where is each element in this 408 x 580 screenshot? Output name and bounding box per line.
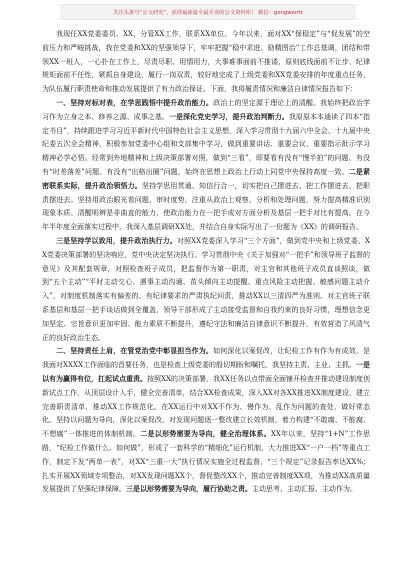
bold-heading-run: 一是以有为赢得有位，扛起试点重责。: [42, 361, 371, 383]
document-body: [42, 28, 370, 497]
text-run: 政治上的坚定源于理论上的清醒。我始终把政治学习作为立身之本、修养之源、成事之基。: [42, 98, 371, 121]
text-run: 我现任XX党委委员、XX，分管XX工作，联系XX单位。今年以来，面对XX“保稳定”与“促发展”的空前压力和严峻挑战，我在党委和XX的坚强领导下，牢牢把握“稳中求进、励精图治”工作总基调，团结和带领XX一班人，一心扑在工作上，尽责尽职、用情用力，大事难事面前不推诿，原则底线面前不让步、纪律规矩面前不任性，紧抓自身建设，履行一岗双责，较好地完成了上级党委和XX党委安排的年度重点任务，为队伍履行职责使命和推动发展提供了有力政治保证。下面，我将履责情况和廉洁自律情况报告如下：: [42, 30, 370, 94]
text-run: 坚持学思用贯通、知信行合一，切实把自己摆进去、把工作摆进去、把职责摆进去。坚持用政治眼光看问题、审时度势，注重从政治上观察、分析和处理问题，努力提高精准识别现象本质、清醒明辨是非曲直的能力，使政治能力在一把手或对方面分析及基层一把手对比有提高。在今年半年度全面落实过程中，我深入基层调研XX处，并结合自身实际写出了一份题为《XX》的调研报告。: [42, 181, 371, 232]
bold-heading-run: 一、坚持对标对表，在学思践悟中提升政治能力。: [56, 98, 214, 107]
bold-heading-run: 一是深化党史学习，提升政治判断力。: [168, 112, 289, 121]
text-run: 对照XX党委深入学习“三个方面”，做到党中央和上级党委、XX党委决策部署的坚决响应，党中央决定坚决执行。学习贯彻中央《关于加强对“一把手”和领导班子监督的意见》及其配套规章，对照检查班子成员，把监督作为第一职责，对主官和其他班子成员直谈照谈，做到“五个主动”“平时主动交心、遇事主动沟通、苗头倾向主动提醒、重点风险主动把握、敏感问题主动介入”，对制度机制落实有偏差的、有纪律要求的严肃执纪问责，推动XX以三清四严为准则。对主官班子联系基层和基层一把手谈话做到全覆盖，领导干部形成了主动接受监督和自我约束的良好习惯，理想信念更加坚定、宗旨意识更加牢固、能力素质不断提升，遵纪守法和廉洁自律意识不断提升，有效营造了风清气正的良好政治生态。: [42, 236, 370, 342]
bold-heading-run: 二是以形势需要为导向，健全治理体系。: [140, 430, 271, 439]
paragraph: [42, 28, 370, 97]
paragraph: [42, 97, 370, 235]
bold-heading-run: 二是紧密联系实际，提升政治领悟力。: [42, 167, 370, 190]
bold-heading-run: 二、坚持责任上肩，在管党治党中彰显担当作为。: [56, 347, 214, 356]
bold-heading-run: 三是坚持学以致用，提升政治执行力。: [56, 236, 177, 245]
bold-heading-run: 三是以形势需要为导向，履行协助之责。: [126, 485, 252, 494]
text-run: 按照XX的决策部署，我XX任务以点带面全面铺开检查并推动建设制度创新试点工作，从顶层设计入手，健全完善清单，结合XX检查成果，深入XX对各XX推进XX制度建设，建立完善职责清单，推动XX工作规范化。在XX运行中对XX不作为、慢作为、乱作为问题的查处，做好常态化。坚持以问题为导向，深化以案促改，对发现问题逐一整改建立长效机制，着力构建“不敢腐、不能腐、不想腐”一体推进的体制机制。: [42, 374, 371, 439]
text-run: 我原原本本通读了四本“指定书目”，持续跟进学习习近平新时代中国特色社会主义思想，深入学习贯彻十九届六中全会、十九届中央纪委五次全会精神，积极参加党委中心组和支部集中学习，做到重要讲话、重要会议、重要指示批示学习精神必学必悟。经常到外地精神和上级决策部署对照，做到“三看”，即要看有没有“慢半拍”的问题、有没有“时差落差”问题、有没有“出格出圈”问题，始终在思想上政治上行动上同党中央保持高度一致。: [42, 112, 370, 176]
header-banner: [60, 4, 356, 20]
text-run: 如何深化以案促改，让纪检工作有作为有成效，是我面对XXXX工作面临的首要任务，也是检查上级党委的殷切期盼和嘱托，我坚持主责、主业、主抓。: [42, 347, 371, 370]
text-run: XX年以来，坚持“1+N”工作思路，“纪检工作做什么、如何做”，形成了一套科学的“精细化”运行机制，大力推进XX“一户一档”等重点工作，制定下发“两单一表”，对XX“三重一大”执行情况实施全过程监督，“三个规定”记录报告率达XX%；扎实开展XX领域专项整治，对XX发现问题XX个，督促整改XX个，推动完善制度XX项，为推动XX高质量发展提供了坚强纪律保障。: [42, 430, 370, 494]
text-run: 主动思考、主动汇报、主动作为。: [252, 485, 357, 494]
banner-text: 关注头条号“公文研究”，获得最新最全最专业的公文资料库！ 微信：gongwenfz: [113, 10, 303, 16]
paragraph: [42, 345, 370, 497]
paragraph: [42, 235, 370, 345]
